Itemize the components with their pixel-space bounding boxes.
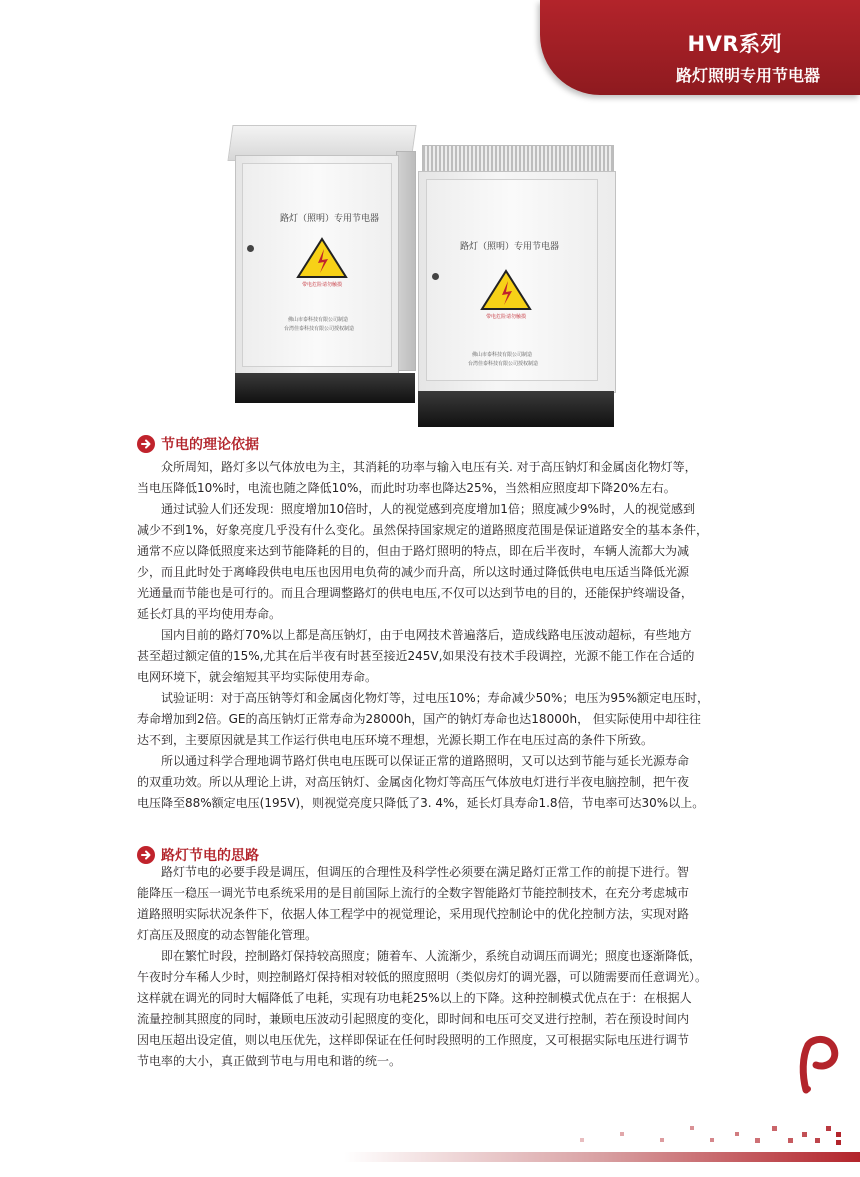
bottom-accent-bar <box>0 1152 860 1162</box>
maker-line-1: 佛山市泰科技有限公司制造 <box>288 317 349 323</box>
warning-icon <box>296 237 348 279</box>
door-handle <box>432 273 439 280</box>
text-line: 试验证明：对于高压钠等灯和金属卤化物灯等，过电压10%；寿命减少50%；电压为95%额定电压时， <box>161 691 710 705</box>
text-line: 电压降至88%额定电压(195V)，则视觉亮度只降低了3. 4%，延长灯具寿命1.8倍，节电率可达30%以上。 <box>137 796 705 810</box>
text-line: 午夜时分车稀人少时，则控制路灯保持相对较低的照度照明（类似房灯的调光器，可以随需要而任意调光）。 <box>137 970 708 984</box>
text-line: 通过试验人们还发现：照度增加10倍时，人的视觉感到亮度增加1倍；照度减少9%时，人的视觉感到 <box>161 502 695 516</box>
door-handle <box>247 245 254 252</box>
cabinet-left <box>230 125 420 415</box>
decorative-dots <box>560 1118 850 1148</box>
text-line: 电网环境下，就会缩短其平均实际使用寿命。 <box>137 670 378 684</box>
maker-line-1: 佛山市泰科技有限公司制造 <box>472 352 533 358</box>
text-line: 这样就在调光的同时大幅降低了电耗，实现有功电耗25%以上的下降。这种控制模式优点在于：在根据人 <box>137 991 692 1005</box>
maker-line-2: 台湾佳泰科技有限公司授权制造 <box>284 326 355 332</box>
text-line: 达不到，主要原因就是其工作运行供电电压环境不理想，光源长期工作在电压过高的条件下所致。 <box>137 733 654 747</box>
text-line: 道路照明实际状况条件下，依据人体工程学中的视觉理论，采用现代控制论中的优化控制方法，实现对路 <box>137 907 690 921</box>
page-number: 42 <box>815 1068 831 1081</box>
section-body-theory <box>137 457 727 814</box>
cabinet-vent <box>422 145 614 173</box>
series-subtitle: 路灯照明专用节电器 <box>675 66 820 85</box>
text-line: 即在繁忙时段，控制路灯保持较高照度；随着车、人流渐少，系统自动调压而调光；照度也逐渐降低， <box>161 949 702 963</box>
text-line: 因电压超出设定值，则以电压优先，这样即保证在任何时段照明的工作照度，又可根据实际电压进行调节 <box>137 1033 690 1047</box>
text-line: 甚至超过额定值的15%,尤其在后半夜有时甚至接近245V,如果没有技术手段调控，光源不能工作在合适的 <box>137 649 695 663</box>
series-title: HVR系列 <box>687 32 782 56</box>
page-p-icon <box>796 1035 840 1095</box>
product-image <box>200 125 660 425</box>
text-line: 能降压一稳压一调光节电系统采用的是目前国际上流行的全数字智能路灯节能控制技术，在充分考虑城市 <box>137 886 690 900</box>
warning-text: 带电危险请勿触摸 <box>486 314 527 320</box>
maker-line-2: 台湾佳泰科技有限公司授权制造 <box>468 361 539 367</box>
cabinet-right <box>418 145 618 435</box>
cabinet-label: 路灯（照明）专用节电器 <box>460 242 560 252</box>
header-banner <box>540 0 860 95</box>
text-line: 节电率的大小，真正做到节电与用电和谐的统一。 <box>137 1054 402 1068</box>
cabinet-side <box>396 151 416 371</box>
text-line: 的双重功效。所以从理论上讲，对高压钠灯、金属卤化物灯等高压气体放电灯进行半夜电脑控制，把午夜 <box>137 775 690 789</box>
arrow-right-circle-icon <box>137 435 155 453</box>
cabinet-base <box>418 391 614 427</box>
section-heading-theory <box>137 434 259 454</box>
text-line: 光通量而节能也是可行的。而且合理调整路灯的供电电压,不仅可以达到节电的目的，还能保护终端设备， <box>137 586 693 600</box>
page-number-badge <box>796 1035 840 1095</box>
text-line: 通常不应以降低照度来达到节能降耗的目的，但由于路灯照明的特点，即在后半夜时，车辆人流都大为减 <box>137 544 690 558</box>
text-line: 寿命增加到2倍。GE的高压钠灯正常寿命为28000h，国产的钠灯寿命也达18000h， 但实际使用中却往往 <box>137 712 701 726</box>
section-body-approach <box>137 862 727 1072</box>
text-line: 众所周知，路灯多以气体放电为主，其消耗的功率与输入电压有关. 对于高压钠灯和金属卤化物灯等， <box>161 460 697 474</box>
cabinet-base <box>235 373 415 403</box>
text-line: 少，而且此时处于离峰段供电电压也因用电负荷的减少而升高，所以这时通过降低供电电压适当降低光源 <box>137 565 690 579</box>
section-title: 节电的理论依据 <box>161 437 259 453</box>
text-line: 路灯节电的必要手段是调压，但调压的合理性及科学性必须要在满足路灯正常工作的前提下进行。智 <box>161 865 690 879</box>
text-line: 国内目前的路灯70%以上都是高压钠灯，由于电网技术普遍落后，造成线路电压波动超标，有些地方 <box>161 628 692 642</box>
text-line: 灯高压及照度的动态智能化管理。 <box>137 928 318 942</box>
text-line: 减少不到1%，好象亮度几乎没有什么变化。虽然保持国家规定的道路照度范围是保证道路安全的基本条件， <box>137 523 709 537</box>
text-line: 延长灯具的平均使用寿命。 <box>137 607 282 621</box>
cabinet-label: 路灯（照明）专用节电器 <box>280 214 380 224</box>
section-title: 路灯节电的思路 <box>161 848 259 864</box>
warning-icon <box>480 269 532 311</box>
text-line: 所以通过科学合理地调节路灯供电电压既可以保证正常的道路照明，又可以达到节能与延长光源寿命 <box>161 754 690 768</box>
text-line: 当电压降低10%时，电流也随之降低10%，而此时功率也降达25%，当然相应照度却下降20%左右。 <box>137 481 676 495</box>
warning-text: 带电危险请勿触摸 <box>302 282 343 288</box>
text-line: 流量控制其照度的同时，兼顾电压波动引起照度的变化，即时间和电压可交叉进行控制，若在预设时间内 <box>137 1012 690 1026</box>
